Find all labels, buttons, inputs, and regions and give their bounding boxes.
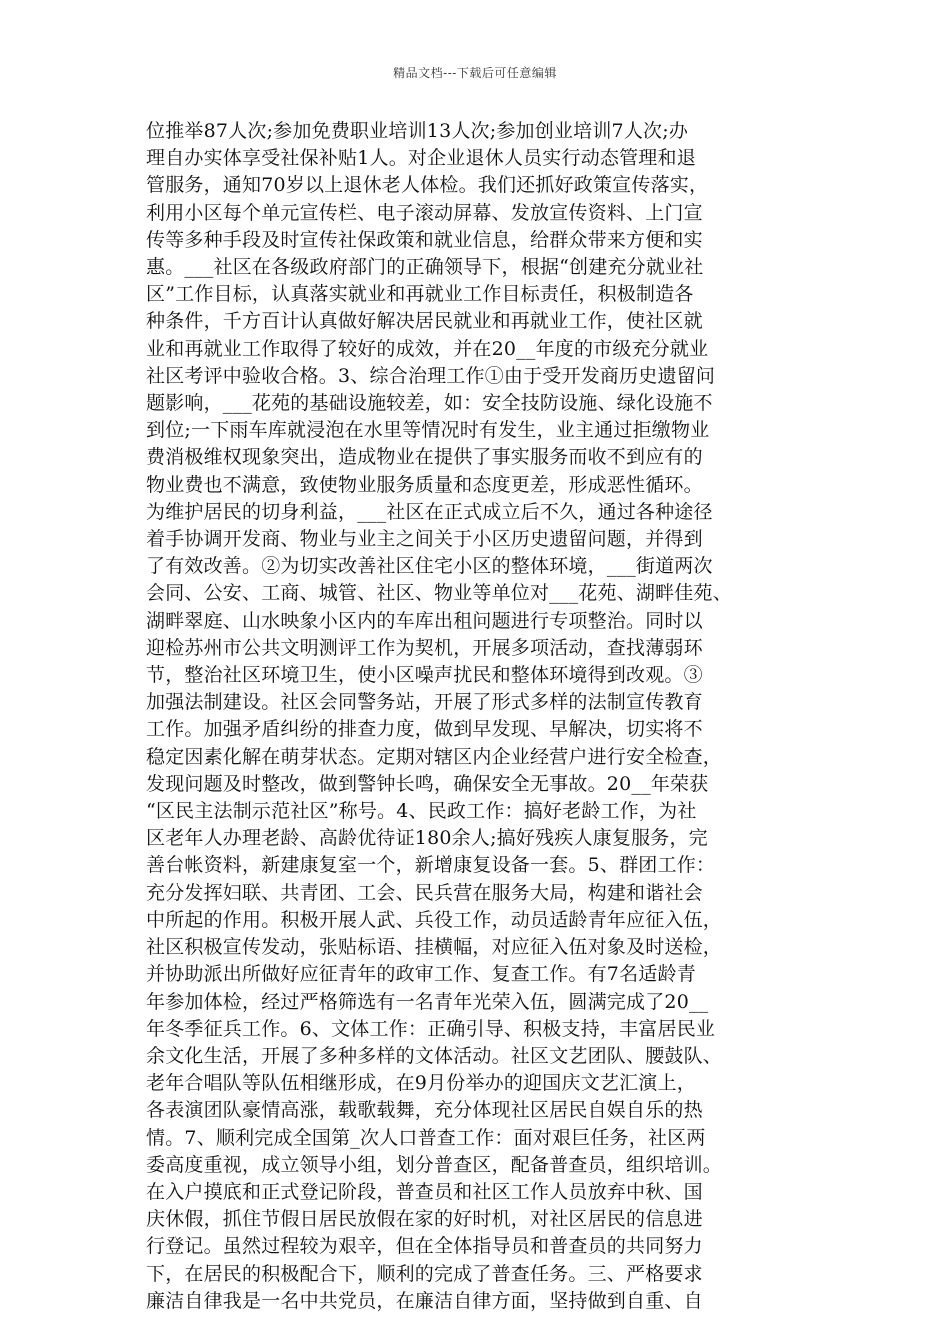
text-line: 下，在居民的积极配合下，顺利的完成了普查任务。三、严格要求: [146, 1262, 703, 1285]
text-line: 利用小区每个单元宣传栏、电子滚动屏幕、发放宣传资料、上门宣: [146, 201, 703, 224]
text-line: 充分发挥妇联、共青团、工会、民兵营在服务大局，构建和谐社会: [146, 881, 703, 904]
text-line: 湖畔翠庭、山水映象小区内的车库出租问题进行专项整治。同时以: [146, 609, 703, 632]
text-line: 在入户摸底和正式登记阶段，普查员和社区工作人员放弃中秋、国: [146, 1180, 703, 1203]
text-line: 理自办实体享受社保补贴1人。对企业退休人员实行动态管理和退: [146, 147, 696, 170]
text-line: 传等多种手段及时宣传社保政策和就业信息，给群众带来方便和实: [146, 228, 703, 251]
text-line: 并协助派出所做好应征青年的政审工作、复查工作。有7名适龄青: [146, 963, 696, 986]
text-line: 会同、公安、工商、城管、社区、物业等单位对___花苑、湖畔佳苑、: [146, 582, 732, 605]
text-line: 了有效改善。②为切实改善社区住宅小区的整体环境，___街道两次: [146, 555, 713, 578]
text-line: 老年合唱队等队伍相继形成，在9月份举办的迎国庆文艺汇演上，: [146, 1072, 696, 1095]
text-line: 稳定因素化解在萌芽状态。定期对辖区内企业经营户进行安全检查，: [146, 745, 723, 768]
body-paragraph: [146, 118, 812, 1315]
text-line: 委高度重视，成立领导小组，划分普查区，配备普查员，组织培训。: [146, 1153, 723, 1176]
text-line: 区老年人办理老龄、高龄优待证180余人;搞好残疾人康复服务，完: [146, 827, 708, 850]
text-line: 着手协调开发商、物业与业主之间关于小区历史遗留问题，并得到: [146, 528, 703, 551]
text-line: 区”工作目标，认真落实就业和再就业工作目标责任，积极制造各: [146, 283, 694, 306]
text-line: 善台帐资料，新建康复室一个，新增康复设备一套。5、群团工作：: [146, 854, 716, 877]
text-line: 加强法制建设。社区会同警务站，开展了形式多样的法制宣传教育: [146, 691, 703, 714]
text-line: 社区考评中验收合格。3、综合治理工作①由于受开发商历史遗留问: [146, 364, 716, 387]
text-line: 发现问题及时整改，做到警钟长鸣，确保安全无事故。20__年荣获: [146, 772, 709, 795]
text-line: 年参加体检，经过严格筛选有一名青年光荣入伍，圆满完成了20__: [146, 990, 709, 1013]
text-line: 庆休假，抓住节假日居民放假在家的好时机，对社区居民的信息进: [146, 1208, 703, 1231]
text-line: 惠。___社区在各级政府部门的正确领导下，根据“创建充分就业社: [146, 256, 704, 279]
text-line: 余文化生活，开展了多种多样的文体活动。社区文艺团队、腰鼓队、: [146, 1044, 723, 1067]
text-line: 物业费也不满意，致使物业服务质量和态度更差，形成恶性循环。: [146, 473, 703, 496]
text-line: 行登记。虽然过程较为艰辛，但在全体指导员和普查员的共同努力: [146, 1235, 703, 1258]
text-line: 中所起的作用。积极开展人武、兵役工作，动员适龄青年应征入伍，: [146, 908, 723, 931]
text-line: 廉洁自律我是一名中共党员，在廉洁自律方面，坚持做到自重、自: [146, 1289, 703, 1312]
text-line: 题影响，___花苑的基础设施较差，如：安全技防设施、绿化设施不: [146, 392, 713, 415]
text-line: “区民主法制示范社区”称号。4、民政工作：搞好老龄工作，为社: [146, 800, 697, 823]
text-line: 情。7、顺利完成全国第_次人口普查工作：面对艰巨任务，社区两: [146, 1126, 706, 1149]
text-line: 位推举87人次;参加免费职业培训13人次;参加创业培训7人次;办: [146, 120, 689, 142]
text-line: 为维护居民的切身利益，___社区在正式成立后不久，通过各种途径: [146, 500, 713, 523]
text-line: 业和再就业工作取得了较好的成效，并在20__年度的市级充分就业: [146, 337, 709, 360]
text-line: 到位;一下雨车库就浸泡在水里等情况时有发生，业主通过拒缴物业: [146, 419, 710, 442]
text-line: 费消极维权现象突出，造成物业在提供了事实服务而收不到应有的: [146, 446, 703, 469]
text-line: 节，整治社区环境卫生，使小区噪声扰民和整体环境得到改观。③: [146, 664, 703, 687]
text-line: 种条件，千方百计认真做好解决居民就业和再就业工作，使社区就: [146, 310, 703, 333]
page-header: 精品文档---下载后可任意编辑: [393, 66, 557, 80]
text-line: 年冬季征兵工作。6、文体工作：正确引导、积极支持，丰富居民业: [146, 1017, 716, 1040]
text-line: 社区积极宣传发动，张贴标语、挂横幅，对应征入伍对象及时送检，: [146, 936, 723, 959]
text-line: 各表演团队豪情高涨，载歌载舞，充分体现社区居民自娱自乐的热: [146, 1099, 703, 1122]
text-line: 管服务，通知70岁以上退休老人体检。我们还抓好政策宣传落实，: [146, 174, 709, 197]
text-line: 工作。加强矛盾纠纷的排查力度，做到早发现、早解决，切实将不: [146, 718, 703, 741]
text-line: 迎检苏州市公共文明测评工作为契机，开展多项活动，查找薄弱环: [146, 636, 703, 659]
